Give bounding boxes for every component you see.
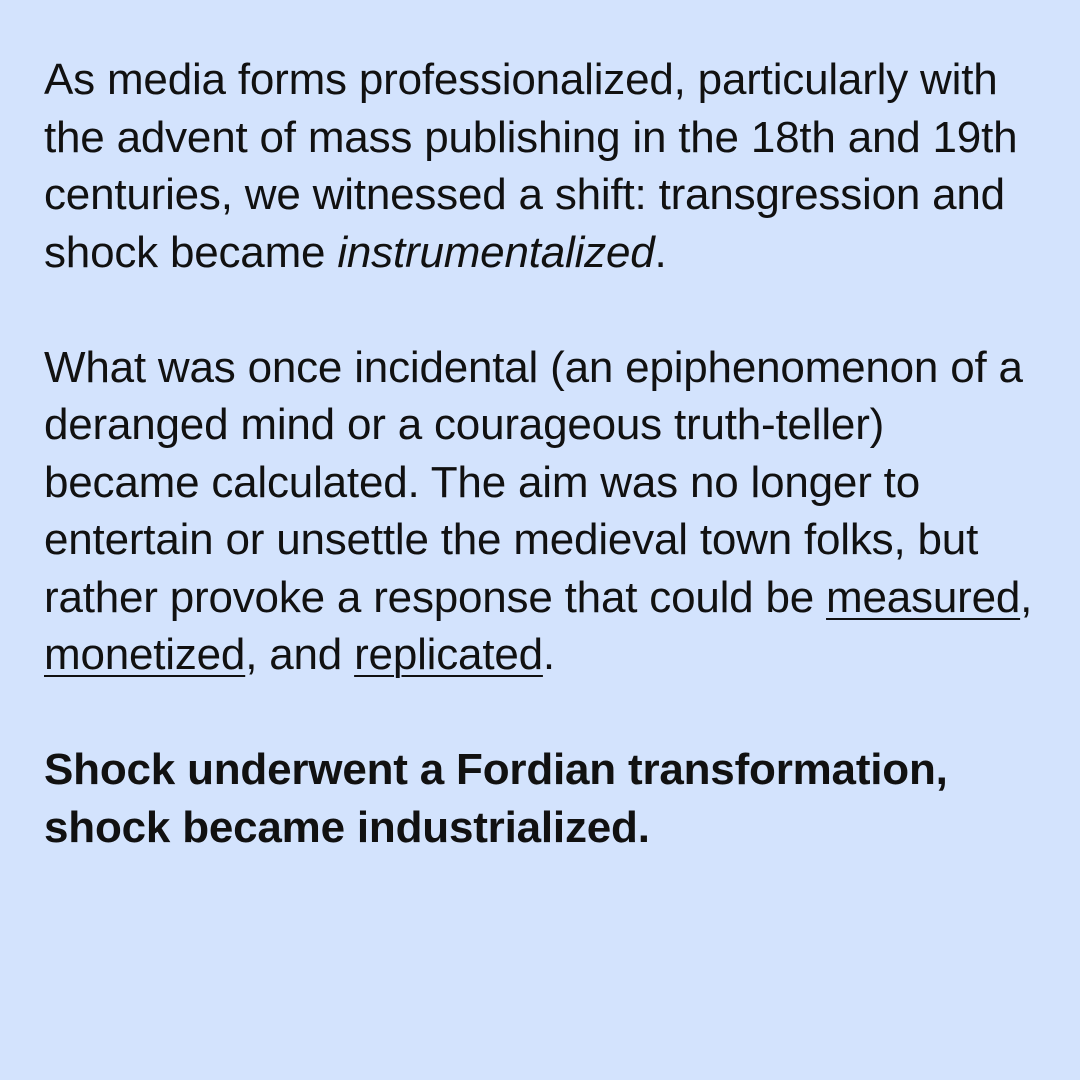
link-measured[interactable]: measured [826, 572, 1021, 622]
separator-2: , and [245, 630, 355, 679]
link-monetized[interactable]: monetized [44, 630, 246, 679]
paragraph-professionalization [44, 51, 1040, 281]
emphasis-instrumentalized: instrumentalized [337, 227, 655, 277]
paragraph-1-tail: . [654, 227, 667, 277]
paragraph-2-lead: What was once incidental (an epiphenomenon of a deranged mind or a courageous truth-teller) became calculated. The aim was no longer to entertain or unsettle the medieval town folks, but rather provoke a response that could be [44, 342, 1023, 622]
paragraph-2-tail: . [542, 630, 555, 679]
paragraph-calculated-shock [44, 339, 1040, 684]
separator-1: , [1020, 572, 1033, 622]
link-replicated[interactable]: replicated [354, 630, 543, 679]
paragraph-1-lead: As media forms professionalized, particularly with the advent of mass publishing in the 18th and 19th centuries, we witnessed a shift: transgression and shock became [44, 55, 1018, 277]
paragraph-fordian-conclusion: Shock underwent a Fordian transformation, shock became industrialized. [44, 745, 948, 852]
